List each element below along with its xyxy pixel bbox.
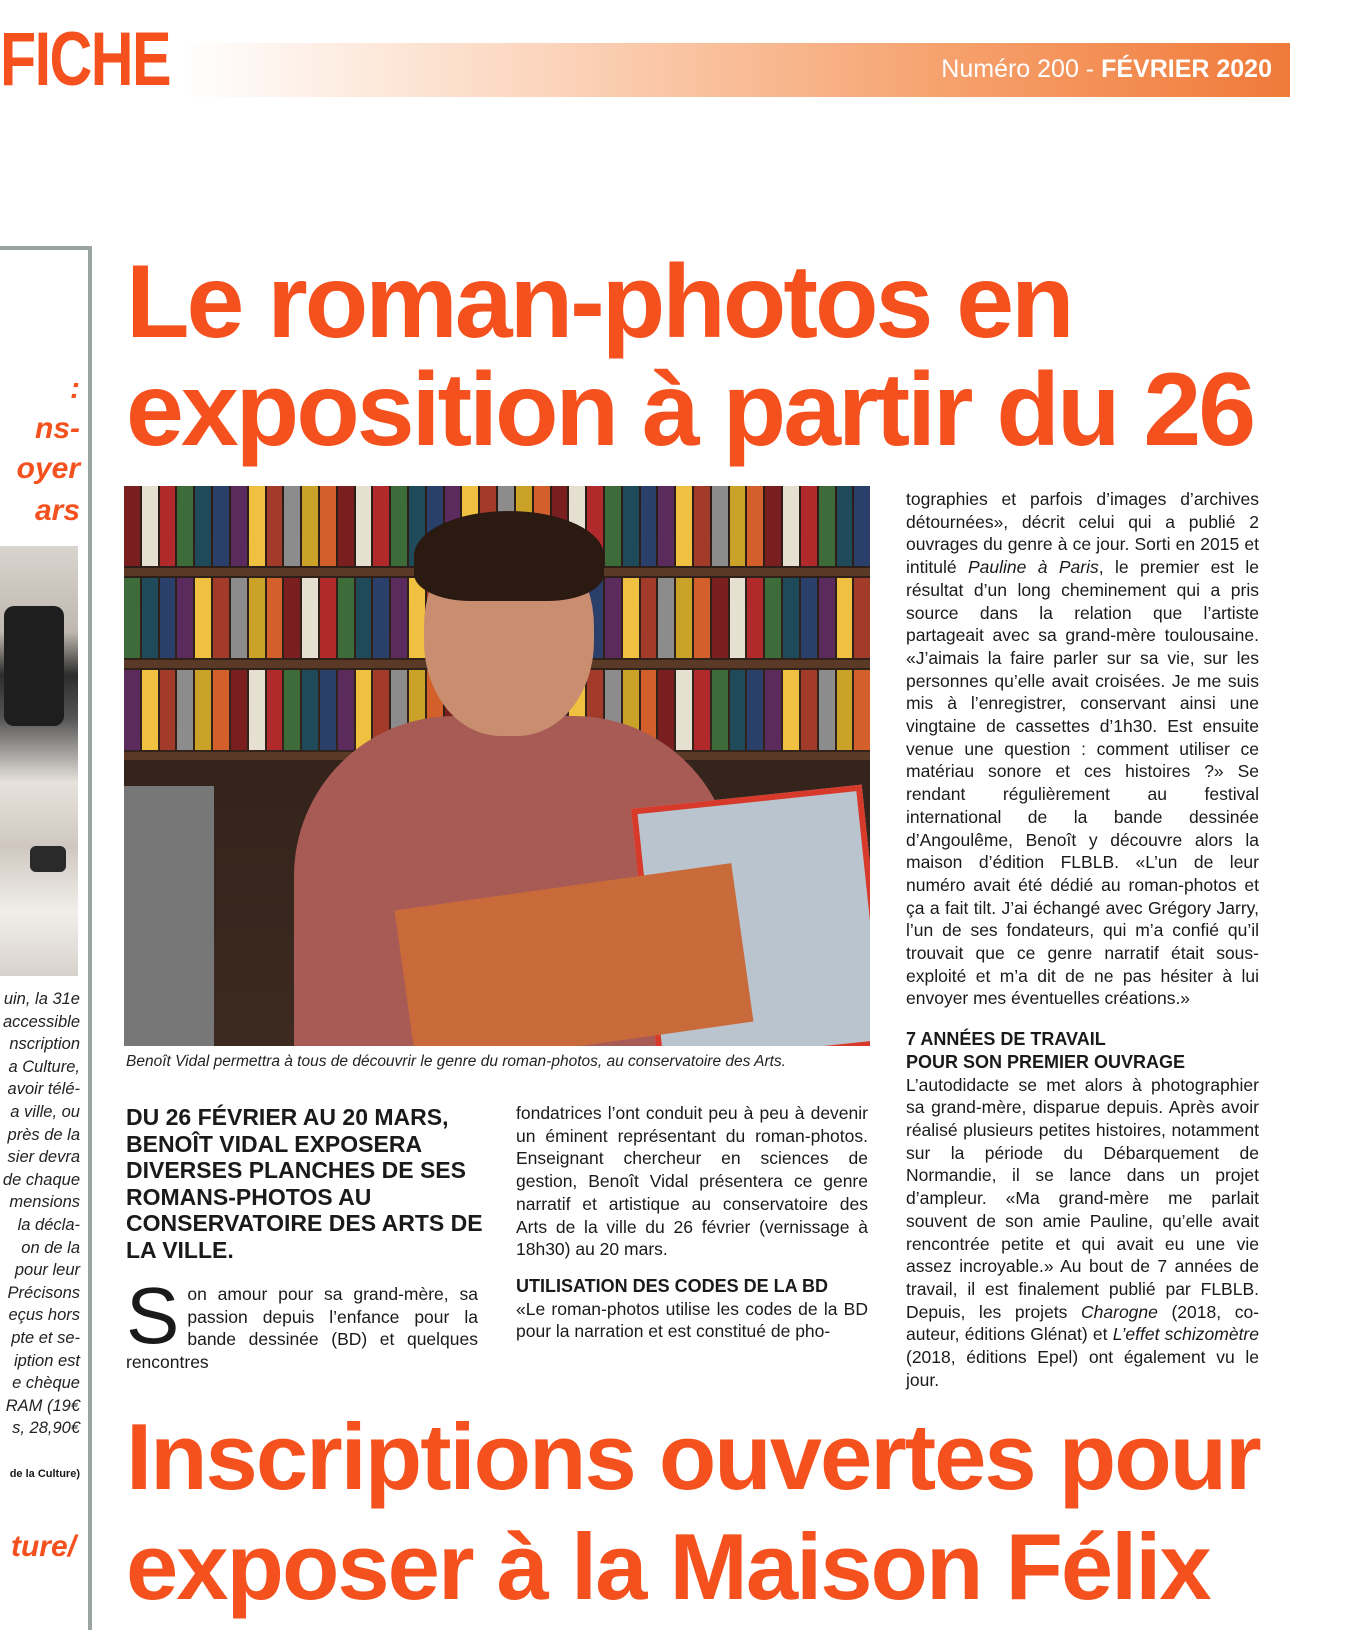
book-spine — [284, 578, 300, 658]
book-spine — [320, 670, 336, 750]
book-spine — [373, 578, 389, 658]
sidebar-headline-line: ars — [34, 494, 80, 527]
book-spine — [854, 670, 870, 750]
subheading — [906, 1028, 1259, 1073]
book-spine — [142, 670, 158, 750]
book-spine — [676, 578, 692, 658]
body-column-1 — [126, 1271, 478, 1374]
book-spine — [712, 670, 728, 750]
sidebar-text-line: pour leur — [14, 1261, 80, 1280]
sidebar-text-line: Précisons — [7, 1283, 80, 1302]
book-spine — [356, 578, 372, 658]
book-spine — [712, 578, 728, 658]
book-spine — [409, 578, 425, 658]
book-spine — [320, 486, 336, 566]
book-spine — [302, 670, 318, 750]
book-spine — [658, 578, 674, 658]
book-spine — [623, 578, 639, 658]
book-spine — [213, 670, 229, 750]
book-spine — [213, 578, 229, 658]
sidebar-article — [0, 246, 92, 1630]
title-line: exposer à la Maison Félix — [126, 1514, 1210, 1619]
book-spine — [712, 486, 728, 566]
book-spine — [391, 578, 407, 658]
book-spine — [783, 486, 799, 566]
camera-shape — [4, 606, 64, 726]
book-spine — [320, 578, 336, 658]
book-spine — [249, 670, 265, 750]
book-spine — [249, 578, 265, 658]
book-spine — [124, 486, 140, 566]
book-spine — [837, 578, 853, 658]
sidebar-text-line: RAM (19€ — [5, 1396, 80, 1415]
book-spine — [177, 578, 193, 658]
article-title: Le roman-photos en exposition à partir du 26 — [126, 244, 1254, 468]
sidebar-photo — [0, 546, 78, 976]
book-spine — [854, 578, 870, 658]
sidebar-footer-heading: ture/ — [10, 1530, 76, 1563]
book-spine — [801, 670, 817, 750]
book-spine — [231, 486, 247, 566]
issue-banner — [180, 43, 1290, 97]
sidebar-headline-line: oyer — [16, 452, 80, 485]
book-spine — [658, 486, 674, 566]
book-spine — [801, 486, 817, 566]
subheading: UTILISATION DES CODES DE LA BD — [516, 1275, 829, 1296]
book-title: L’effet schizomètre — [1112, 1324, 1259, 1345]
sidebar-headline-line: ns- — [35, 412, 80, 445]
text-run: tographies et parfois d’images d’archives détournées», décrit celui qui a publié 2 ouvrages du genre à ce jour. Sorti en 2015 et intitulé — [906, 489, 1259, 578]
book-spine — [142, 486, 158, 566]
body-paragraph: «Le roman-photos utilise les codes de la BD pour la narration et est constitué de pho- — [516, 1298, 868, 1342]
sidebar-text-line: a ville, ou — [10, 1103, 80, 1121]
body-column-2 — [516, 1102, 868, 1343]
book-spine — [694, 670, 710, 750]
book-spine — [801, 578, 817, 658]
issue-date: FÉVRIER 2020 — [1101, 55, 1272, 83]
book-title: Charogne — [1081, 1301, 1158, 1322]
book-spine — [195, 578, 211, 658]
issue-separator: - — [1078, 55, 1102, 83]
drop-cap: S — [126, 1271, 180, 1360]
sidebar-text-line: avoir télé- — [7, 1080, 80, 1099]
book-spine — [124, 578, 140, 658]
sidebar-text-line: e chèque — [12, 1374, 80, 1393]
issue-info — [941, 55, 1272, 84]
text-run: L’autodidacte se met alors à photographier sa grand-mère, disparue depuis. Après avoir réalisé plusieurs petites histoires, notamment sur la période du Débarquement de Normandie, il se lance dans un projet d’ampleur. «Ma grand-mère me parlait souvent de son amie Pauline, qu’elle avait rencontrée petite et qui avait eu une vie assez incroyable.» Au bout de 7 années de travail, il est finalement publié par FLBLB. Depuis, les projets — [906, 1074, 1259, 1322]
sidebar-text-line: de chaque — [2, 1170, 80, 1189]
book-spine — [249, 486, 265, 566]
book-spine — [160, 486, 176, 566]
book-spine — [213, 486, 229, 566]
subheading-line: POUR SON PREMIER OUVRAGE — [906, 1051, 1186, 1072]
sidebar-text-line: uin, la 31e — [3, 990, 80, 1008]
book-spine — [783, 578, 799, 658]
camera-shape — [30, 846, 66, 872]
book-spine — [338, 670, 354, 750]
book-spine — [747, 578, 763, 658]
next-article-title — [126, 1402, 1356, 1622]
sidebar-text-line: près de la — [7, 1125, 80, 1144]
book-spine — [819, 578, 835, 658]
sidebar-text-line: a Culture, — [8, 1057, 80, 1076]
body-paragraph — [906, 488, 1259, 1010]
book-spine — [195, 486, 211, 566]
book-spine — [765, 486, 781, 566]
book-spine — [837, 486, 853, 566]
book-spine — [124, 670, 140, 750]
sidebar-headline-line: : — [70, 372, 80, 405]
book-spine — [676, 486, 692, 566]
book-spine — [391, 486, 407, 566]
text-run: (2018, co-auteur, éditions Glénat) et — [906, 1301, 1260, 1345]
book-spine — [819, 486, 835, 566]
body-column-3 — [906, 488, 1259, 1391]
book-spine — [819, 670, 835, 750]
book-spine — [765, 670, 781, 750]
book-spine — [605, 486, 621, 566]
book-spine — [142, 578, 158, 658]
book-spine — [641, 578, 657, 658]
book-spine — [837, 670, 853, 750]
sidebar-text-line: pte et se- — [11, 1329, 80, 1347]
book-spine — [730, 670, 746, 750]
book-spine — [641, 486, 657, 566]
sidebar-text-line: eçus hors — [8, 1306, 80, 1325]
book-spine — [730, 486, 746, 566]
title-line: Inscriptions ouvertes pour — [126, 1404, 1260, 1509]
book-spine — [338, 578, 354, 658]
book-spine — [284, 486, 300, 566]
book-spine — [623, 486, 639, 566]
book-spine — [302, 486, 318, 566]
book-spine — [231, 670, 247, 750]
body-paragraph — [906, 1074, 1259, 1392]
book-spine — [356, 670, 372, 750]
book-spine — [177, 486, 193, 566]
book-spine — [195, 670, 211, 750]
photo-caption: Benoît Vidal permettra à tous de découvrir le genre du roman-photos, au conservatoire des Arts. — [126, 1053, 786, 1070]
sidebar-text-line: la décla- — [17, 1216, 80, 1234]
book-spine — [284, 670, 300, 750]
sidebar-text-line: mensions — [9, 1193, 80, 1212]
sidebar-text-line: s, 28,90€ — [12, 1419, 80, 1438]
section-logo: FICHE — [0, 17, 171, 102]
book-spine — [267, 486, 283, 566]
book-spine — [783, 670, 799, 750]
body-paragraph: fondatrices l’ont conduit peu à peu à devenir un éminent représentant du roman-photos. Enseignant chercheur en sciences de gestion, Benoît Vidal présentera ce genre narratif et artistique au conservatoire des Arts de la ville du 26 février (vernissage à 18h30) au 20 mars. — [516, 1103, 868, 1260]
book-spine — [338, 486, 354, 566]
article-photo — [124, 486, 870, 1046]
book-spine — [373, 486, 389, 566]
book-spine — [267, 670, 283, 750]
book-spine — [160, 670, 176, 750]
book-spine — [231, 578, 247, 658]
sidebar-text-line: sier devra — [7, 1148, 80, 1167]
body-paragraph: on amour pour sa grand-mère, sa passion depuis l’enfance pour la bande dessinée (BD) et quelques rencontres — [126, 1284, 478, 1373]
subheading-line: 7 ANNÉES DE TRAVAIL — [906, 1029, 1106, 1050]
display-stand — [124, 786, 214, 1046]
sidebar-text-line: on de la — [21, 1238, 80, 1257]
book-spine — [854, 486, 870, 566]
text-run: (2018, éditions Epel) ont également vu le jour. — [906, 1347, 1259, 1390]
sidebar-text-line: iption est — [13, 1351, 80, 1370]
person-hair — [414, 511, 604, 601]
book-spine — [747, 486, 763, 566]
sidebar-text-line: nscription — [9, 1035, 80, 1054]
book-spine — [765, 578, 781, 658]
book-spine — [730, 578, 746, 658]
book-spine — [658, 670, 674, 750]
issue-number: Numéro 200 — [941, 55, 1079, 83]
book-spine — [747, 670, 763, 750]
book-spine — [356, 486, 372, 566]
book-spine — [267, 578, 283, 658]
book-spine — [177, 670, 193, 750]
book-spine — [694, 486, 710, 566]
book-spine — [302, 578, 318, 658]
book-spine — [605, 578, 621, 658]
book-spine — [160, 578, 176, 658]
book-title: Pauline à Paris — [967, 557, 1099, 578]
book-spine — [694, 578, 710, 658]
sidebar-credit: de la Culture) — [9, 1468, 80, 1480]
text-run: , le premier est le résultat d’un long cheminement qui a pris source dans la relation que l’artiste partageait avec sa grand-mère toulousaine. «J’aimais la faire parler sur sa vie, sur les personnes qu’elle avait croisées. Je me suis mis à l’enregistrer, conservant ainsi une vingtaine de cassettes d’1h30. Est ensuite venue une question : comment utiliser ce matériau sonore et ces histoires ?» Se rendant régulièrement au festival international de la bande dessinée d’Angoulême, Benoît y découvre alors la maison d’édition FLBLB. «L’un de leur numéro avait été dédié au roman-photos et ça a fait tilt. J’ai échangé avec Grégory Jarry, l’un de ses fondateurs, qui m’a confié qu’il trouvait que ce genre narratif était sous-exploité et m’a dit de ne pas hésiter à lui envoyer mes éventuelles créations.» — [906, 557, 1259, 1009]
sidebar-text-line: accessible — [2, 1012, 80, 1031]
book-spine — [676, 670, 692, 750]
article-lede: DU 26 FÉVRIER AU 20 MARS, BENOÎT VIDAL EXPOSERA DIVERSES PLANCHES DE SES ROMANS-PHOTOS AU CONSERVATOIRE DES ARTS DE LA VILLE. — [126, 1104, 483, 1263]
